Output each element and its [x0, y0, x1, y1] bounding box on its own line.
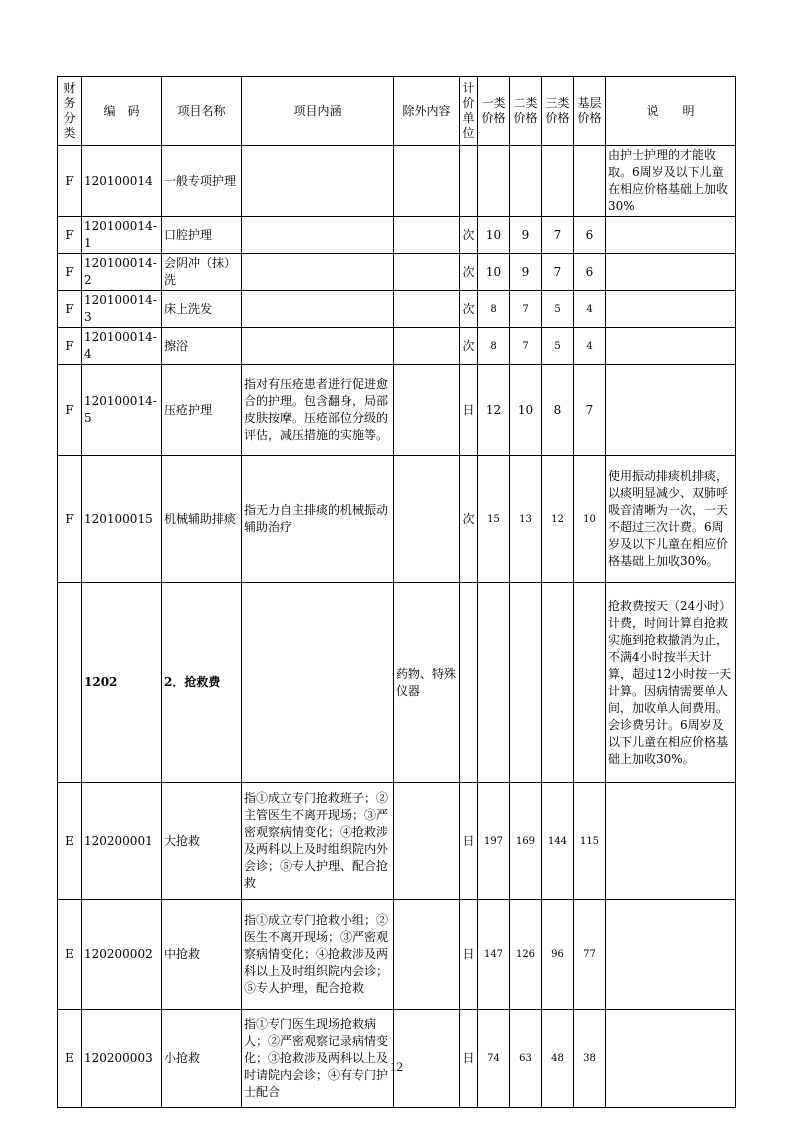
- row-code: 120100014-4: [82, 328, 162, 365]
- row-name: 擦浴: [162, 328, 242, 365]
- row-content: 指无力自主排痰的机械振动辅助治疗: [242, 456, 394, 583]
- row-price-3: 7: [542, 254, 574, 291]
- row-content: [242, 328, 394, 365]
- row-unit: [460, 146, 478, 217]
- row-price-1: 10: [478, 217, 510, 254]
- header-note: 说 明: [606, 77, 736, 146]
- row-name: 口腔护理: [162, 217, 242, 254]
- row-content: 指①成立专门抢救班子；②主管医生不离开现场；③严密观察病情变化；④抢救涉及两科以上及时组织院内外会诊；⑤专人护理、配合抢救: [242, 783, 394, 900]
- row-note: 由护士护理的才能收取。6周岁及以下儿童在相应价格基础上加收30%: [606, 146, 736, 217]
- row-name: 小抢救: [162, 1010, 242, 1108]
- fee-table: [57, 76, 736, 1108]
- row-note: 抢救费按天（24小时）计费，时间计算自抢救实施到抢救撤消为止，不满4小时按半天计算，超过12小时按一天计算。因病情需要单人间，加收单人间费用。会诊费另计。6周岁及以下儿童在相应价格基础上加收30%。: [606, 583, 736, 783]
- row-fin: E: [58, 1010, 82, 1108]
- row-code: 120100014: [82, 146, 162, 217]
- row-name: 会阴冲（抹）洗: [162, 254, 242, 291]
- row-price-2: 63: [510, 1010, 542, 1108]
- header-unit: 计价单位: [460, 77, 478, 146]
- row-unit: 日: [460, 1010, 478, 1108]
- row-unit: 日: [460, 900, 478, 1010]
- row-price-1: 147: [478, 900, 510, 1010]
- row-exclude: [394, 783, 460, 900]
- row-price-1: 8: [478, 328, 510, 365]
- row-code: 120100014-3: [82, 291, 162, 328]
- row-price-4: 77: [574, 900, 606, 1010]
- row-exclude: 药物、特殊仪器: [394, 583, 460, 783]
- row-exclude: [394, 291, 460, 328]
- row-content: [242, 146, 394, 217]
- table-row: [58, 900, 736, 1010]
- table-row: [58, 583, 736, 783]
- header-price-1: 一类价格: [478, 77, 510, 146]
- row-name: 床上洗发: [162, 291, 242, 328]
- row-price-4: 4: [574, 291, 606, 328]
- row-unit: 日: [460, 783, 478, 900]
- table-row: [58, 783, 736, 900]
- row-price-3: 12: [542, 456, 574, 583]
- row-price-3: 96: [542, 900, 574, 1010]
- row-name: 中抢救: [162, 900, 242, 1010]
- header-fin: 财务分类: [58, 77, 82, 146]
- row-content: 指对有压疮患者进行促进愈合的护理。包含翻身，局部皮肤按摩。压疮部位分级的评估，减压措施的实施等。: [242, 365, 394, 456]
- row-price-4: 6: [574, 254, 606, 291]
- row-price-1: 74: [478, 1010, 510, 1108]
- row-code: 120100015: [82, 456, 162, 583]
- row-price-4: [574, 146, 606, 217]
- row-price-3: 144: [542, 783, 574, 900]
- row-exclude: [394, 456, 460, 583]
- row-content: 指①成立专门抢救小组；②医生不离开现场；③严密观察病情变化；④抢救涉及两科以上及时组织院内会诊；⑤专人护理，配合抢救: [242, 900, 394, 1010]
- header-price-2: 二类价格: [510, 77, 542, 146]
- row-fin: [58, 583, 82, 783]
- table-row: [58, 291, 736, 328]
- row-price-2: [510, 146, 542, 217]
- row-price-3: 7: [542, 217, 574, 254]
- row-note: [606, 217, 736, 254]
- header-code: 编 码: [82, 77, 162, 146]
- row-price-2: 9: [510, 217, 542, 254]
- row-content: [242, 291, 394, 328]
- row-price-4: 10: [574, 456, 606, 583]
- row-price-1: [478, 583, 510, 783]
- row-name: 一般专项护理: [162, 146, 242, 217]
- page-number: 12: [390, 1059, 403, 1074]
- table-row: [58, 456, 736, 583]
- row-price-3: 5: [542, 328, 574, 365]
- header-row: [58, 77, 736, 146]
- row-exclude: [394, 217, 460, 254]
- row-price-1: 15: [478, 456, 510, 583]
- row-fin: F: [58, 146, 82, 217]
- row-price-3: 8: [542, 365, 574, 456]
- table-row: [58, 254, 736, 291]
- row-note: [606, 900, 736, 1010]
- row-code: 120100014-5: [82, 365, 162, 456]
- row-price-3: 5: [542, 291, 574, 328]
- row-name: 机械辅助排痰: [162, 456, 242, 583]
- row-price-2: 10: [510, 365, 542, 456]
- row-price-2: 13: [510, 456, 542, 583]
- row-fin: F: [58, 456, 82, 583]
- table-row: [58, 328, 736, 365]
- table-row: [58, 217, 736, 254]
- row-fin: F: [58, 328, 82, 365]
- row-note: [606, 328, 736, 365]
- header-name: 项目名称: [162, 77, 242, 146]
- row-price-2: 7: [510, 328, 542, 365]
- row-price-2: 7: [510, 291, 542, 328]
- row-exclude: [394, 328, 460, 365]
- row-unit: [460, 583, 478, 783]
- row-exclude: [394, 146, 460, 217]
- row-price-4: 6: [574, 217, 606, 254]
- row-code: 120200001: [82, 783, 162, 900]
- row-fin: F: [58, 254, 82, 291]
- row-price-4: 4: [574, 328, 606, 365]
- row-note: [606, 254, 736, 291]
- row-price-3: 48: [542, 1010, 574, 1108]
- table-row: [58, 146, 736, 217]
- row-fin: E: [58, 783, 82, 900]
- row-price-4: [574, 583, 606, 783]
- row-price-1: 12: [478, 365, 510, 456]
- row-price-2: [510, 583, 542, 783]
- table-row: [58, 365, 736, 456]
- row-code: 120100014-1: [82, 217, 162, 254]
- row-note: 使用振动排痰机排痰，以痰明显减少、双肺呼吸音清晰为一次，一天不超过三次计费。6周岁及以下儿童在相应价格基础上加收30%。: [606, 456, 736, 583]
- row-unit: 次: [460, 456, 478, 583]
- row-code: 120200003: [82, 1010, 162, 1108]
- row-unit: 日: [460, 365, 478, 456]
- row-name: 大抢救: [162, 783, 242, 900]
- row-price-1: 10: [478, 254, 510, 291]
- row-content: [242, 254, 394, 291]
- row-exclude: [394, 900, 460, 1010]
- row-content: [242, 583, 394, 783]
- row-note: [606, 365, 736, 456]
- row-price-2: 169: [510, 783, 542, 900]
- row-fin: F: [58, 291, 82, 328]
- row-code: 120100014-2: [82, 254, 162, 291]
- row-content: 指①专门医生现场抢救病人；②严密观察记录病情变化；③抢救涉及两科以上及时请院内会诊；④有专门护士配合: [242, 1010, 394, 1108]
- row-price-3: [542, 146, 574, 217]
- header-price-3: 三类价格: [542, 77, 574, 146]
- row-price-1: 8: [478, 291, 510, 328]
- row-note: [606, 783, 736, 900]
- row-price-2: 9: [510, 254, 542, 291]
- row-unit: 次: [460, 217, 478, 254]
- row-price-2: 126: [510, 900, 542, 1010]
- header-content: 项目内涵: [242, 77, 394, 146]
- row-content: [242, 217, 394, 254]
- row-unit: 次: [460, 291, 478, 328]
- row-name: 2．抢救费: [162, 583, 242, 783]
- header-exclude: 除外内容: [394, 77, 460, 146]
- row-code: 1202: [82, 583, 162, 783]
- row-name: 压疮护理: [162, 365, 242, 456]
- row-exclude: [394, 254, 460, 291]
- row-code: 120200002: [82, 900, 162, 1010]
- row-price-4: 7: [574, 365, 606, 456]
- row-unit: 次: [460, 328, 478, 365]
- row-price-1: [478, 146, 510, 217]
- row-fin: F: [58, 217, 82, 254]
- row-note: [606, 291, 736, 328]
- row-fin: F: [58, 365, 82, 456]
- row-fin: E: [58, 900, 82, 1010]
- row-price-4: 38: [574, 1010, 606, 1108]
- header-price-4: 基层价格: [574, 77, 606, 146]
- row-exclude: [394, 365, 460, 456]
- row-price-4: 115: [574, 783, 606, 900]
- row-price-3: [542, 583, 574, 783]
- row-unit: 次: [460, 254, 478, 291]
- row-price-1: 197: [478, 783, 510, 900]
